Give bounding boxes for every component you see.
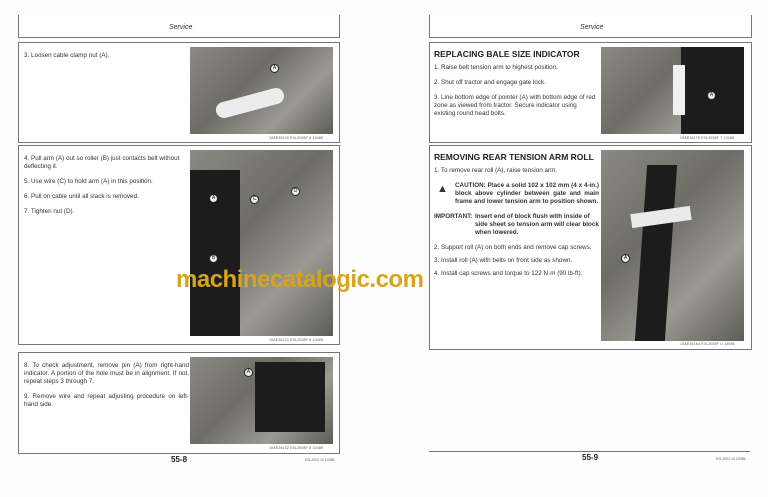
photo-indicator-pin	[190, 357, 333, 444]
callout-label: A	[707, 91, 716, 100]
section-title: REPLACING BALE SIZE INDICATOR	[434, 49, 580, 59]
photo-caption: 10AE26132 E0L2008F 8 10485	[269, 446, 324, 450]
photo-arm-roller	[190, 150, 333, 336]
right-header: Service	[580, 24, 604, 31]
footer-code: E0L2002 10 10086	[305, 458, 335, 462]
watermark: machinecatalogic.com	[176, 266, 424, 293]
callout-label: D	[291, 187, 300, 196]
left-section-2	[18, 145, 340, 345]
callout-label: A	[244, 368, 253, 377]
step: 2. Shut off tractor and engage gate lock.	[434, 79, 546, 86]
footer-code: E0L2002 10 10086	[716, 457, 746, 461]
important-label: IMPORTANT:	[434, 213, 473, 220]
photo-caption: 10AE26164 E0L2008F U 10086	[680, 342, 735, 346]
page-number: 55-8	[171, 455, 188, 464]
photo-bale-size-indicator	[601, 47, 744, 134]
callout-label: B	[209, 254, 218, 263]
photo-caption: 10AE26175 E0L2008F 7 10486	[680, 136, 735, 140]
step: 4. Pull arm (A) out so roller (B) just contacts belt without deflecting it.	[24, 155, 180, 170]
left-header: Service	[169, 24, 193, 31]
step: 7. Tighten nut (D).	[24, 208, 75, 215]
photo-cable-clamp	[190, 47, 333, 134]
right-section-2	[429, 145, 752, 350]
left-header-box	[18, 15, 340, 38]
right-header-box	[429, 15, 752, 38]
footer-rule	[429, 451, 750, 452]
left-section-1	[18, 42, 340, 143]
step: 2. Support roll (A) on both ends and remove cap screws.	[434, 244, 592, 251]
callout-label: A	[621, 254, 630, 263]
step: 4. Install cap screws and torque to 122 N·m (90 lb-ft).	[434, 270, 583, 277]
step: 1. To remove rear roll (A), raise tension arm.	[434, 167, 558, 174]
caution-text: CAUTION: Place a solid 102 x 102 mm (4 x 4-in.) block above cylinder between gate and main frame and lower tension arm to position shown.	[455, 182, 599, 205]
step: 3. Install roll (A) with belts on front side as shown.	[434, 257, 573, 264]
right-section-1	[429, 42, 752, 143]
photo-caption: 10AE26130 E0L2008F 8 10486	[269, 136, 324, 140]
callout-label: A	[270, 64, 279, 73]
step: 3. Loosen cable clamp nut (A).	[24, 52, 110, 59]
caution-block	[434, 182, 599, 206]
step: 5. Use wire (C) to hold arm (A) in this position.	[24, 178, 153, 185]
photo-rear-tension-roll	[601, 150, 744, 341]
step: 6. Pull on cable until all slack is removed.	[24, 193, 139, 200]
photo-caption: 10AE26131 E0L2008F 8 10485	[269, 338, 324, 342]
important-text: Insert end of block flush with inside of side sheet so tension arm will clear block when lowered.	[475, 213, 599, 236]
left-section-3	[18, 352, 340, 454]
warning-icon: ▲	[437, 183, 448, 195]
callout-label: C	[250, 195, 259, 204]
step: 9. Remove wire and repeat adjusting procedure on left-hand side.	[24, 393, 189, 408]
section-title: REMOVING REAR TENSION ARM ROLL	[434, 152, 594, 162]
step: 8. To check adjustment, remove pin (A) from right-hand indicator. A portion of the hole must be in alignment. If not, repeat steps 3 through 7.	[24, 362, 189, 385]
page-number: 55-9	[582, 453, 599, 462]
step: 3. Line bottom edge of pointer (A) with bottom edge of red zone as viewed from tractor. Secure indicator using existing round head bolts.	[434, 94, 596, 117]
callout-label: A	[209, 194, 218, 203]
step: 1. Raise belt tension arm to highest position.	[434, 64, 558, 71]
important-block	[434, 213, 599, 237]
